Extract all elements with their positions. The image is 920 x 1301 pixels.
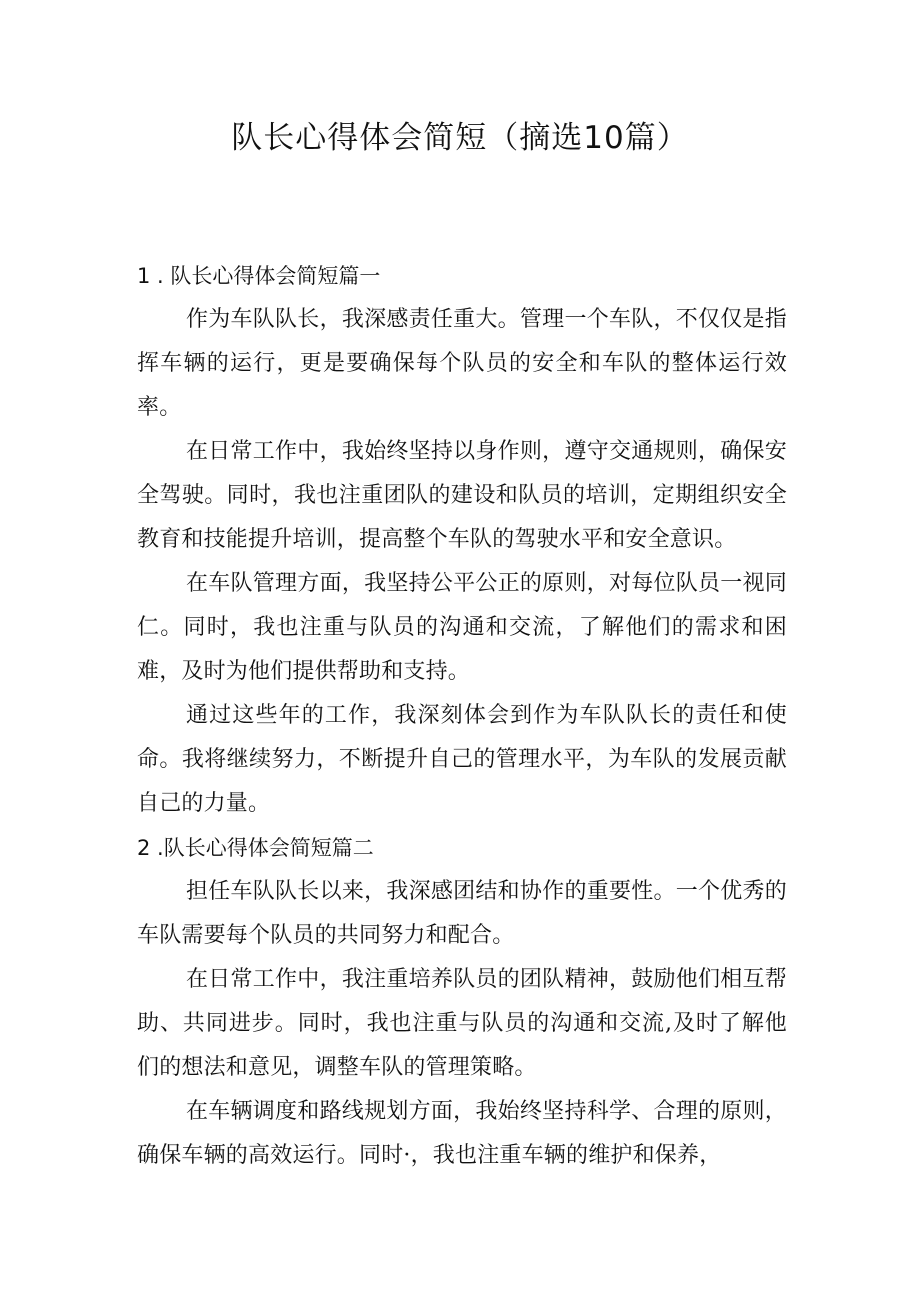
section-heading: 1 . 队长心得体会简短篇一 (137, 264, 381, 288)
paragraph: 在日常工作中，我始终坚持以身作则，遵守交通规则，确保安全驾驶。同时，我也注重团队的建设和队员的培训，定期组织安全教育和技能提升培训，提高整个车队的驾驶水平和安全意识。 (137, 439, 787, 552)
paragraph: 担任车队队长以来，我深感团结和协作的重要性。一个优秀的车队需要每个队员的共同努力和配合。 (137, 879, 787, 948)
section-heading: 2 .队长心得体会简短篇二 (137, 836, 374, 860)
document-title: 队长心得体会简短（摘选10篇） (231, 120, 689, 156)
paragraph: 在日常工作中，我注重培养队员的团队精神，鼓励他们相互帮助、共同进步。同时，我也注重与队员的沟通和交流,及时了解他们的想法和意见，调整车队的管理策略。 (137, 967, 787, 1080)
paragraph: 作为车队队长，我深感责任重大。管理一个车队，不仅仅是指挥车辆的运行，更是要确保每个队员的安全和车队的整体运行效率。 (137, 307, 787, 420)
document-body (137, 254, 787, 1178)
paragraph: 在车队管理方面，我坚持公平公正的原则，对每位队员一视同仁。同时，我也注重与队员的沟通和交流，了解他们的需求和困难，及时为他们提供帮助和支持。 (137, 571, 787, 684)
paragraph: 在车辆调度和路线规划方面，我始终坚持科学、合理的原则，确保车辆的高效运行。同时·，我也注重车辆的维护和保养， (137, 1099, 787, 1168)
paragraph: 通过这些年的工作，我深刻体会到作为车队队长的责任和使命。我将继续努力，不断提升自己的管理水平，为车队的发展贡献自己的力量。 (137, 703, 787, 816)
